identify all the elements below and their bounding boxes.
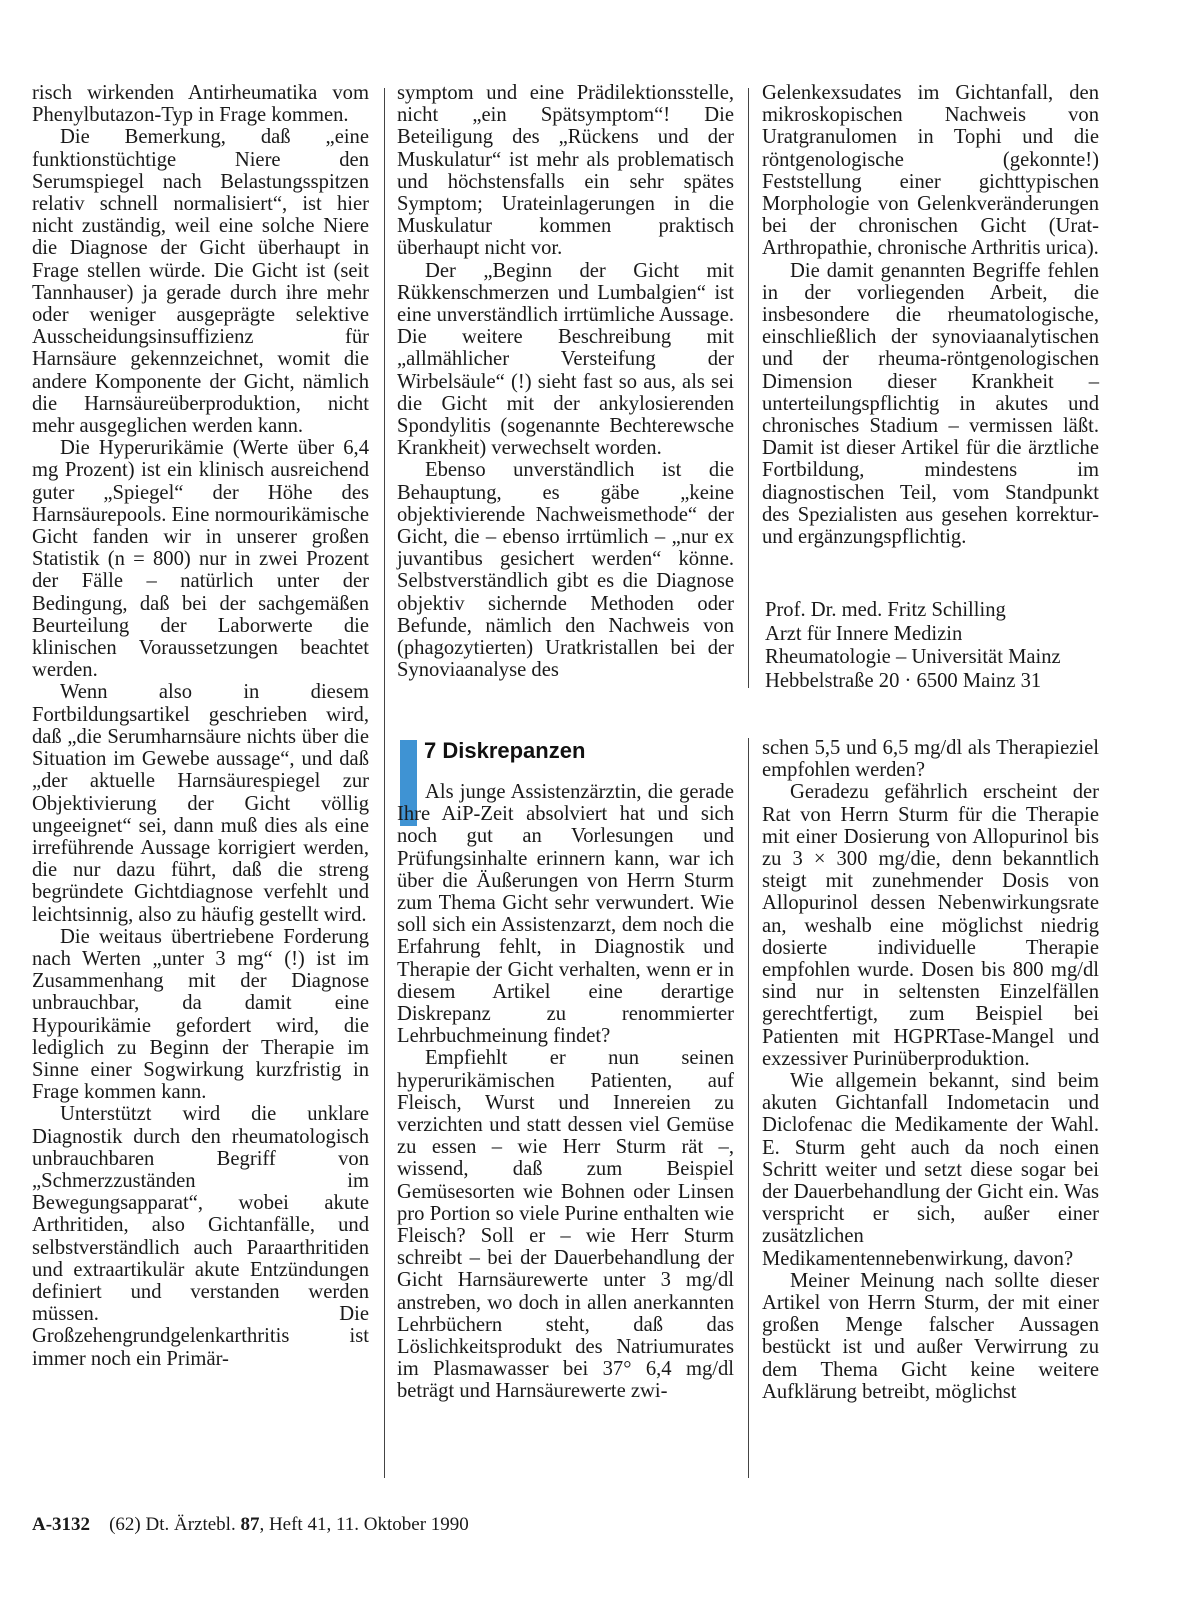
journal-issue: , Heft 41, 11. Oktober 1990: [259, 1514, 469, 1535]
author-affiliation: Rheumatologie – Universität Mainz: [765, 646, 1061, 668]
author-signature: [765, 599, 1061, 693]
column-divider: [748, 738, 749, 1478]
column-1: [32, 82, 369, 1370]
paragraph: Die weitaus übertriebene Forderung nach Werten „unter 3 mg“ (!) ist im Zusammenhang mit der Diagnose unbrauchbar, da damit eine Hypourikämie gefordert wird, die lediglich zu Beginn der Therapie im Sinne einer Sogwirkung kurzfristig in Frage kommen kann.: [32, 925, 369, 1104]
column-divider: [384, 88, 385, 1478]
paragraph: Die Hyperurikämie (Werte über 6,4 mg Prozent) ist ein klinisch ausreichend guter „Spiegel“ der Höhe des Harnsäurepools. Eine normourikämische Gicht fanden wir in unserer großen Statistik (n = 800) nur in zwei Prozent der Fälle – natürlich unter der Bedingung, daß bei der sachgemäßen Beurteilung der Laborwerte die klinischen Voraussetzungen beachtet werden.: [32, 437, 369, 682]
column-2-top: [397, 82, 734, 681]
journal-name: Dt. Ärztebl.: [145, 1514, 236, 1535]
column-3-top: [762, 82, 1099, 548]
column-divider: [748, 88, 749, 688]
paragraph: Die Bemerkung, daß „eine funktionstüchtige Niere den Serumspiegel nach Belastungsspitzen relativ schnell normalisiert“, ist hier nicht zuständig, weil eine solche Niere die Diagnose der Gicht überhaupt in Frage stellen würde. Die Gicht ist (seit Tannhauser) ja gerade durch ihre mehr oder weniger ausgeprägte selektive Ausscheidungsinsuffizienz für Harnsäure gekennzeichnet, womit die andere Komponente der Gicht, nämlich die Harnsäureüberproduktion, nicht mehr ausgeglichen werden kann.: [32, 126, 369, 438]
paragraph: Ebenso unverständlich ist die Behauptung, es gäbe „keine objektivierende Nachweismethode“ der Gicht, die – ebenso irrtümlich – „nur ex juvantibus gesichert werden“ könne. Selbstverständlich gibt es die Diagnose objektiv sichernde Methoden oder Befunde, nämlich den Nachweis von (phagozytierten) Uratkristallen bei der Synoviaanalyse des: [397, 459, 734, 682]
paragraph: Der „Beginn der Gicht mit Rükkenschmerzen und Lumbalgien“ ist eine unverständlich irrtümliche Aussage. Die weitere Beschreibung mit „allmählicher Versteifung der Wirbelsäule“ (!) sieht fast so aus, als sei die Gicht mit der ankylosierenden Spondylitis (sogenannte Bechterewsche Krankheit) verwechselt worden.: [397, 259, 734, 460]
column-3-bottom: [762, 737, 1099, 1403]
paragraph: Wie allgemein bekannt, sind beim akuten Gichtanfall Indometacin und Diclofenac die Medikamente der Wahl. E. Sturm geht auch da noch einen Schritt weiter und setzt diese sogar bei der Dauerbehandlung der Gicht ein. Was verspricht er sich, außer einer zusätzlichen Medikamentennebenwirkung, davon?: [762, 1070, 1099, 1270]
paragraph: Unterstützt wird die unklare Diagnostik durch den rheumatologisch unbrauchbaren Begriff von „Schmerzzuständen im Bewegungsapparat“, wobei akute Arthritiden, also Gichtanfälle, und selbstverständlich auch Paraarthritiden und extraartikulär akute Entzündungen definiert und verstanden werden müssen. Die Großzehengrundgelenkarthritis ist immer noch ein Primär-: [32, 1103, 369, 1370]
paragraph: Gelenkexsudates im Gichtanfall, den mikroskopischen Nachweis von Uratgranulomen in Tophi und die röntgenologische (gekonnte!) Feststellung einer gichttypischen Morphologie von Gelenkveränderungen bei der chronischen Gicht (Urat-Arthropathie, chronische Arthritis urica).: [762, 82, 1099, 260]
section-title: 7 Diskrepanzen: [424, 738, 586, 763]
page-code: A-3132: [32, 1514, 91, 1535]
journal-volume: 87: [240, 1514, 260, 1535]
author-address: Hebbelstraße 20 · 6500 Mainz 31: [765, 669, 1042, 692]
page-footer: [32, 1514, 469, 1536]
column-2-bottom: [397, 781, 734, 1403]
paragraph: risch wirkenden Antirheumatika vom Phenylbutazon-Typ in Frage kommen.: [32, 82, 369, 127]
paragraph: Geradezu gefährlich erscheint der Rat von Herrn Sturm für die Therapie mit einer Dosierung von Allopurinol bis zu 3 × 300 mg/die, denn bekanntlich steigt mit zunehmender Dosis von Allopurinol dessen Nebenwirkungsrate an, weshalb eine möglichst niedrig dosierte individuelle Therapie empfohlen wurde. Dosen bis 800 mg/dl sind nur in seltensten Einzelfällen gerechtfertigt, zum Beispiel bei Patienten mit HGPRTase-Mangel und exzessiver Purinüberproduktion.: [762, 781, 1099, 1070]
paragraph: Meiner Meinung nach sollte dieser Artikel von Herrn Sturm, der mit einer großen Menge falscher Aussagen bestückt ist und außer Verwirrung zu dem Thema Gicht keine weitere Aufklärung betreibt, möglichst: [762, 1269, 1099, 1403]
paragraph: Wenn also in diesem Fortbildungsartikel geschrieben wird, daß „die Serumharnsäure nichts über die Situation im Gewebe aussage“, und daß „der aktuelle Harnsäurespiegel zur Objektivierung der Gicht völlig ungeeignet“ sei, dann muß dies als eine irreführende Aussage korrigiert werden, die nur dazu führt, daß die streng begründete Gichtdiagnose verfehlt und leichtsinnig, also zu häufig gestellt wird.: [32, 681, 369, 926]
paragraph: schen 5,5 und 6,5 mg/dl als Therapieziel empfohlen werden?: [762, 737, 1099, 782]
paragraph: symptom und eine Prädilektionsstelle, nicht „ein Spätsymptom“! Die Beteiligung des „Rückens und der Muskulatur“ ist mehr als problematisch und höchstensfalls ein sehr spätes Symptom; Urateinlagerungen in die Muskulatur kommen praktisch überhaupt nicht vor.: [397, 82, 734, 260]
paragraph: Als junge Assistenzärztin, die gerade Ihre AiP-Zeit absolviert hat und sich noch gut an Vorlesungen und Prüfungsinhalte erinnern kann, war ich über die Äußerungen von Herrn Sturm zum Thema Gicht sehr verwundert. Wie soll sich ein Assistenzarzt, dem noch die Erfahrung fehlt, in Diagnostik und Therapie der Gicht verhalten, wenn er in diesem Artikel eine derartige Diskrepanz zu renommierter Lehrbuchmeinung findet?: [397, 781, 734, 1048]
author-title: Arzt für Innere Medizin: [765, 622, 963, 645]
author-name: Prof. Dr. med. Fritz Schilling: [765, 599, 1006, 621]
page-number: (62): [109, 1514, 141, 1535]
paragraph: Empfiehlt er nun seinen hyperurikämischen Patienten, auf Fleisch, Wurst und Innereien zu verzichten und statt dessen viel Gemüse zu essen – wie Herr Sturm rät –, wissend, daß zum Beispiel Gemüsesorten wie Bohnen oder Linsen pro Portion so viele Purine enthalten wie Fleisch? Soll er – wie Herr Sturm schreibt – bei der Dauerbehandlung der Gicht Harnsäurewerte unter 3 mg/dl anstreben, wo doch in allen anerkannten Lehrbüchern steht, daß das Löslichkeitsprodukt des Natriumurates im Plasmawasser bei 37° 6,4 mg/dl beträgt und Harnsäurewerte zwi-: [397, 1047, 734, 1403]
paragraph: Die damit genannten Begriffe fehlen in der vorliegenden Arbeit, die insbesondere die rheumatologische, einschließlich der synoviaanalytischen und der rheuma-röntgenologischen Dimension dieser Krankheit – unterteilungspflichtig in akutes und chronisches Stadium – vermissen läßt. Damit ist dieser Artikel für die ärztliche Fortbildung, mindestens im diagnostischen Teil, vom Standpunkt des Spezialisten aus gesehen korrektur- und ergänzungspflichtig.: [762, 259, 1099, 549]
